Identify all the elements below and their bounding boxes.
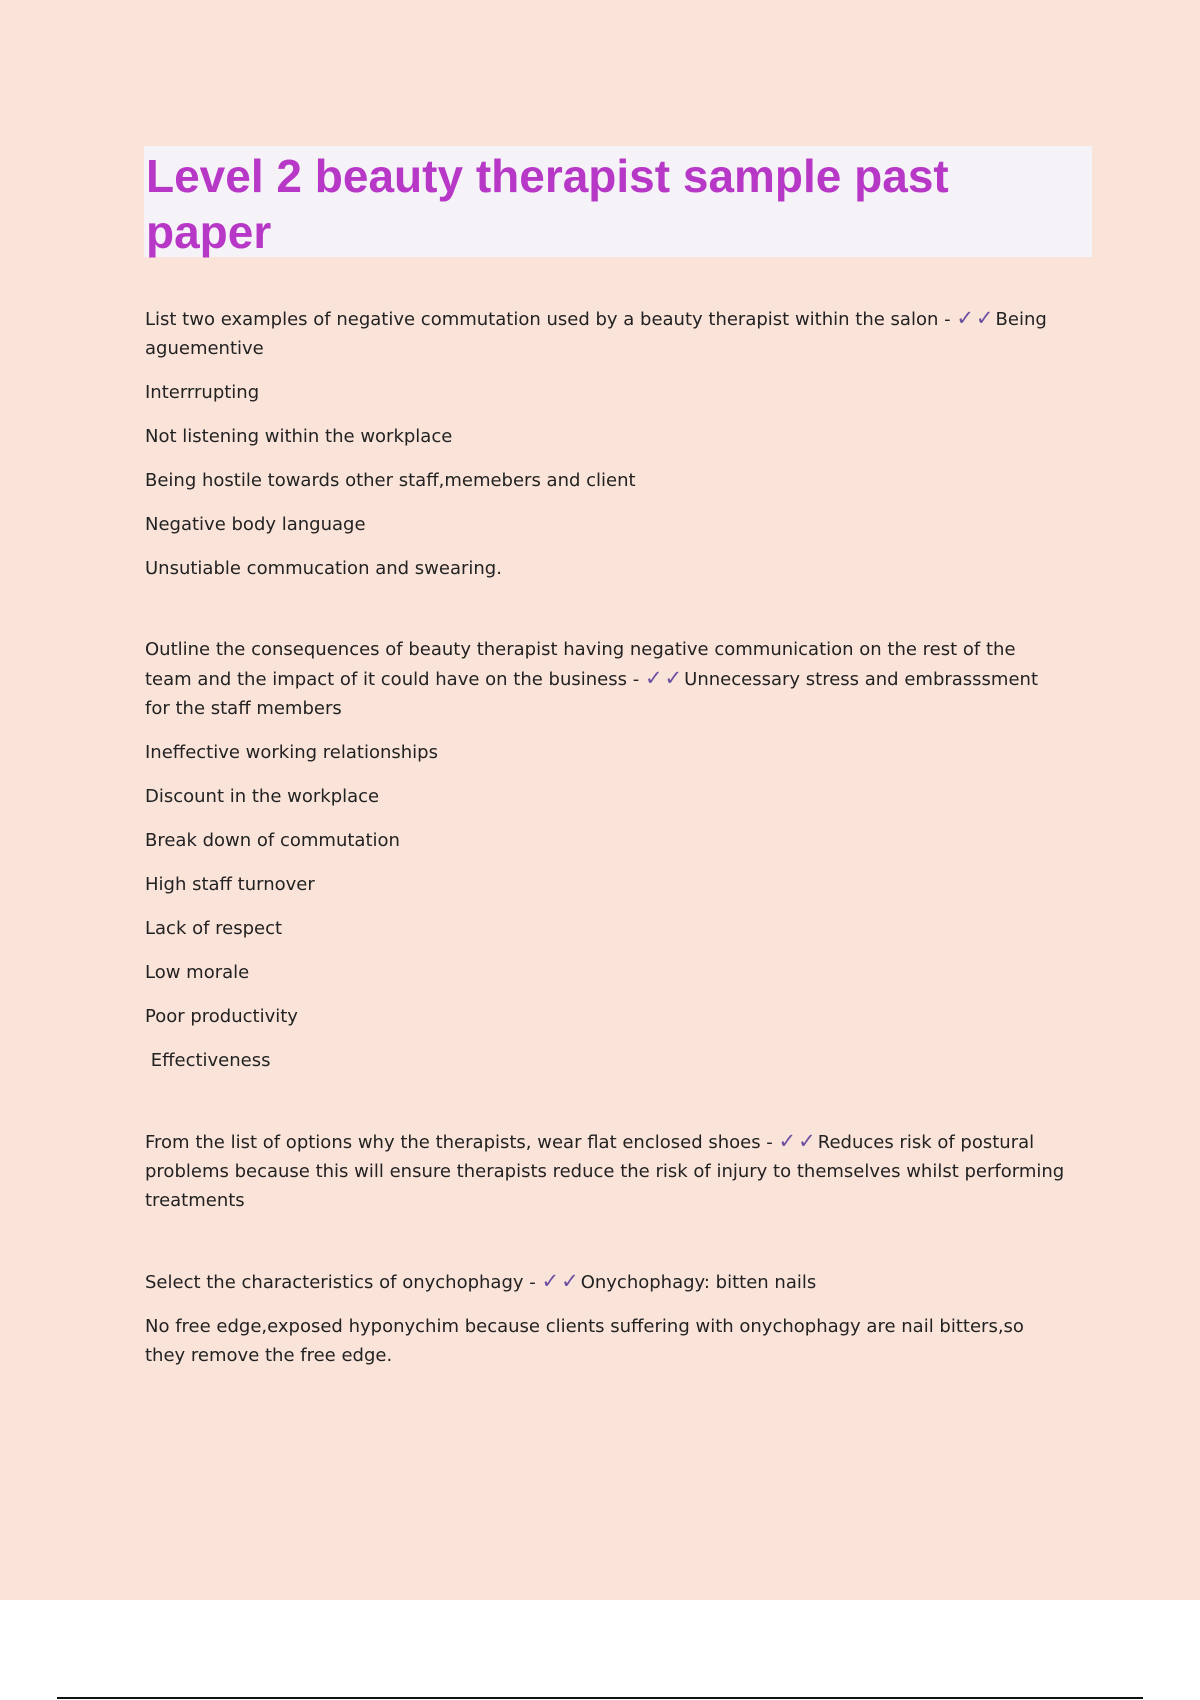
answer-text: Reduces risk of postural problems because this will ensure therapists reduce the risk of injury to themselves whilst performing treatments	[145, 1132, 1065, 1211]
answer-line: Not listening within the workplace	[145, 426, 453, 447]
answer-line: Ineffective working relationships	[145, 742, 438, 763]
answer-line: Low morale	[145, 962, 250, 983]
answer-line: Interrrupting	[145, 382, 260, 403]
question-text: List two examples of negative commutation used by a beauty therapist within the salon - ✓✓Being aguementive	[145, 306, 1047, 359]
answer-line: Effectiveness	[145, 1050, 271, 1071]
check-mark-icon: ✓✓	[541, 1269, 581, 1293]
answer-line: Lack of respect	[145, 918, 283, 939]
check-mark-icon: ✓✓	[778, 1129, 818, 1153]
answer-line: Discount in the workplace	[145, 786, 380, 807]
question-text: From the list of options why the therapists, wear flat enclosed shoes - ✓✓Reduces risk of postural problems because this will ensure therapists reduce the risk of injury to themselves whilst performing treatments	[145, 1129, 1065, 1211]
question-text: Outline the consequences of beauty therapist having negative communication on the rest of the team and the impact of it could have on the business - ✓✓Unnecessary stress and embrasssment for the staff members	[145, 639, 1039, 719]
check-mark-icon: ✓✓	[644, 666, 685, 690]
block-spacer	[145, 1215, 1065, 1267]
document-title: Level 2 beauty therapist sample past paper	[146, 150, 949, 258]
check-mark-icon: ✓✓	[956, 306, 996, 330]
question-text: Select the characteristics of onychophagy - ✓✓Onychophagy: bitten nails	[145, 1269, 817, 1293]
answer-line: Negative body language	[145, 514, 366, 535]
document-content	[145, 304, 1065, 1370]
answer-text: Unnecessary stress and embrasssment for the staff members	[145, 669, 1039, 719]
block-spacer	[145, 583, 1065, 635]
answer-text: Onychophagy: bitten nails	[580, 1272, 817, 1293]
footer-rule	[57, 1697, 1143, 1699]
answer-line: No free edge,exposed hyponychim because clients suffering with onychophagy are nail bitters,so they remove the free edge.	[145, 1316, 1024, 1366]
answer-line: Being hostile towards other staff,memebers and client	[145, 470, 636, 491]
answer-text: Being aguementive	[145, 309, 1047, 359]
block-spacer	[145, 1075, 1065, 1127]
answer-line: High staff turnover	[145, 874, 315, 895]
answer-line: Poor productivity	[145, 1006, 298, 1027]
answer-line: Unsutiable commucation and swearing.	[145, 558, 502, 579]
answer-line: Break down of commutation	[145, 830, 400, 851]
